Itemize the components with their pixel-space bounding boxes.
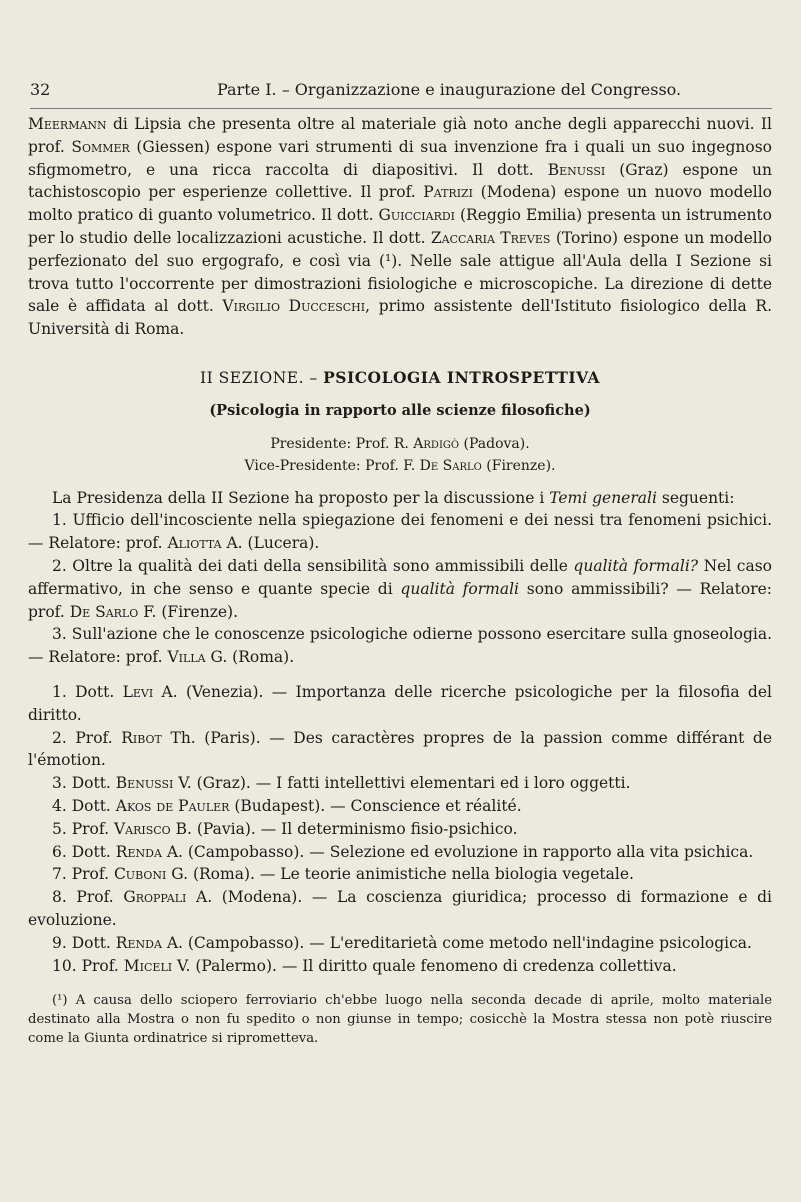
tema-item: 2. Oltre la qualità dei dati della sensibilità sono ammissibili delle qualità formali? Nel caso affermativo, in che senso e quante specie di qualità formali sono ammissibili? — Relatore: prof. De Sarlo F. (Firenze). xyxy=(28,556,772,621)
header-rule xyxy=(30,108,772,109)
comunicazione-item: 5. Prof. Varisco B. (Pavia). — Il determinismo fisio-psichico. xyxy=(52,819,518,838)
intro-paragraph: Meermann di Lipsia che presenta oltre al materiale già noto anche degli apparecchi nuovi. Il prof. Sommer (Giessen) espone vari strumenti di sua invenzione fra i quali un suo ingegnoso sfigmometro, e una ricca raccolta di diapositivi. Il dott. Benussi (Graz) espone un tachistoscopio per esperienze collettive. Il prof. Patrizi (Modena) espone un nuovo modello molto pratico di guanto volumetrico. Il dott. Guicciardi (Reggio Emilia) presenta un istrumento per lo studio delle localizzazioni acustiche. Il dott. Zaccaria Treves (Torino) espone un modello perfezionato del suo ergografo, e così via (¹). Nelle sale attigue all'Aula della I Sezione si trova tutto l'occorrente per dimostrazioni fisiologiche e microscopiche. La direzione di dette sale è affidata al dott. Virgilio Ducceschi, primo assistente dell'Istituto fisiologico della R. Università di Roma. xyxy=(28,115,773,339)
comunicazione-item: 7. Prof. Cuboni G. (Roma). — Le teorie animistiche nella biologia vegetale. xyxy=(52,865,634,884)
tema-item: 3. Sull'azione che le conoscenze psicologiche odierne possono esercitare sulla gnoseologia. — Relatore: prof. Villa G. (Roma). xyxy=(28,625,772,667)
temi-intro: La Presidenza della II Sezione ha proposto per la discussione i Temi generali seguenti: xyxy=(52,488,735,507)
comunicazione-item: 1. Dott. Levi A. (Venezia). — Importanza delle ricerche psicologiche per la filosofia del diritto. xyxy=(28,682,772,724)
footnote: (¹) A causa dello sciopero ferroviario ch'ebbe luogo nella seconda decade di aprile, molto materiale destinato alla Mostra o non fu spedito o non giunse in tempo; cosicchè la Mostra stessa non potè riuscire come la Giunta ordinatrice si riprometteva. xyxy=(28,993,772,1047)
running-header xyxy=(30,80,770,106)
comunicazione-item: 10. Prof. Miceli V. (Palermo). — Il diritto quale fenomeno di credenza collettiva. xyxy=(52,956,677,975)
section-title: II SEZIONE. – PSICOLOGIA INTROSPETTIVA xyxy=(200,367,600,387)
page-number: 32 xyxy=(30,80,51,99)
section-subtitle: (Psicologia in rapporto alle scienze filosofiche) xyxy=(209,401,591,419)
comunicazione-item: 3. Dott. Benussi V. (Graz). — I fatti intellettivi elementari ed i loro oggetti. xyxy=(52,774,631,793)
comunicazione-item: 2. Prof. Ribot Th. (Paris). — Des caractères propres de la passion comme différant de l'émotion. xyxy=(28,728,772,770)
page-body xyxy=(28,113,772,1048)
comunicazione-item: 8. Prof. Groppali A. (Modena). — La coscienza giuridica; processo di formazione e di evoluzione. xyxy=(28,888,772,929)
comunicazione-item: 9. Dott. Renda A. (Campobasso). — L'ereditarietà come metodo nell'indagine psicologica. xyxy=(52,933,752,952)
comunicazione-item: 4. Dott. Akos de Pauler (Budapest). — Conscience et réalité. xyxy=(52,796,522,815)
presidency: Presidente: Prof. R. Ardigò (Padova). Vice-Presidente: Prof. F. De Sarlo (Firenze). xyxy=(244,435,556,474)
tema-item: 1. Ufficio dell'incosciente nella spiegazione dei fenomeni e dei nessi tra fenomeni psichici. — Relatore: prof. Aliotta A. (Lucera). xyxy=(28,511,772,553)
comunicazione-item: 6. Dott. Renda A. (Campobasso). — Selezione ed evoluzione in rapporto alla vita psichica. xyxy=(52,842,754,861)
running-title: Parte I. – Organizzazione e inaugurazione del Congresso. xyxy=(217,80,682,99)
